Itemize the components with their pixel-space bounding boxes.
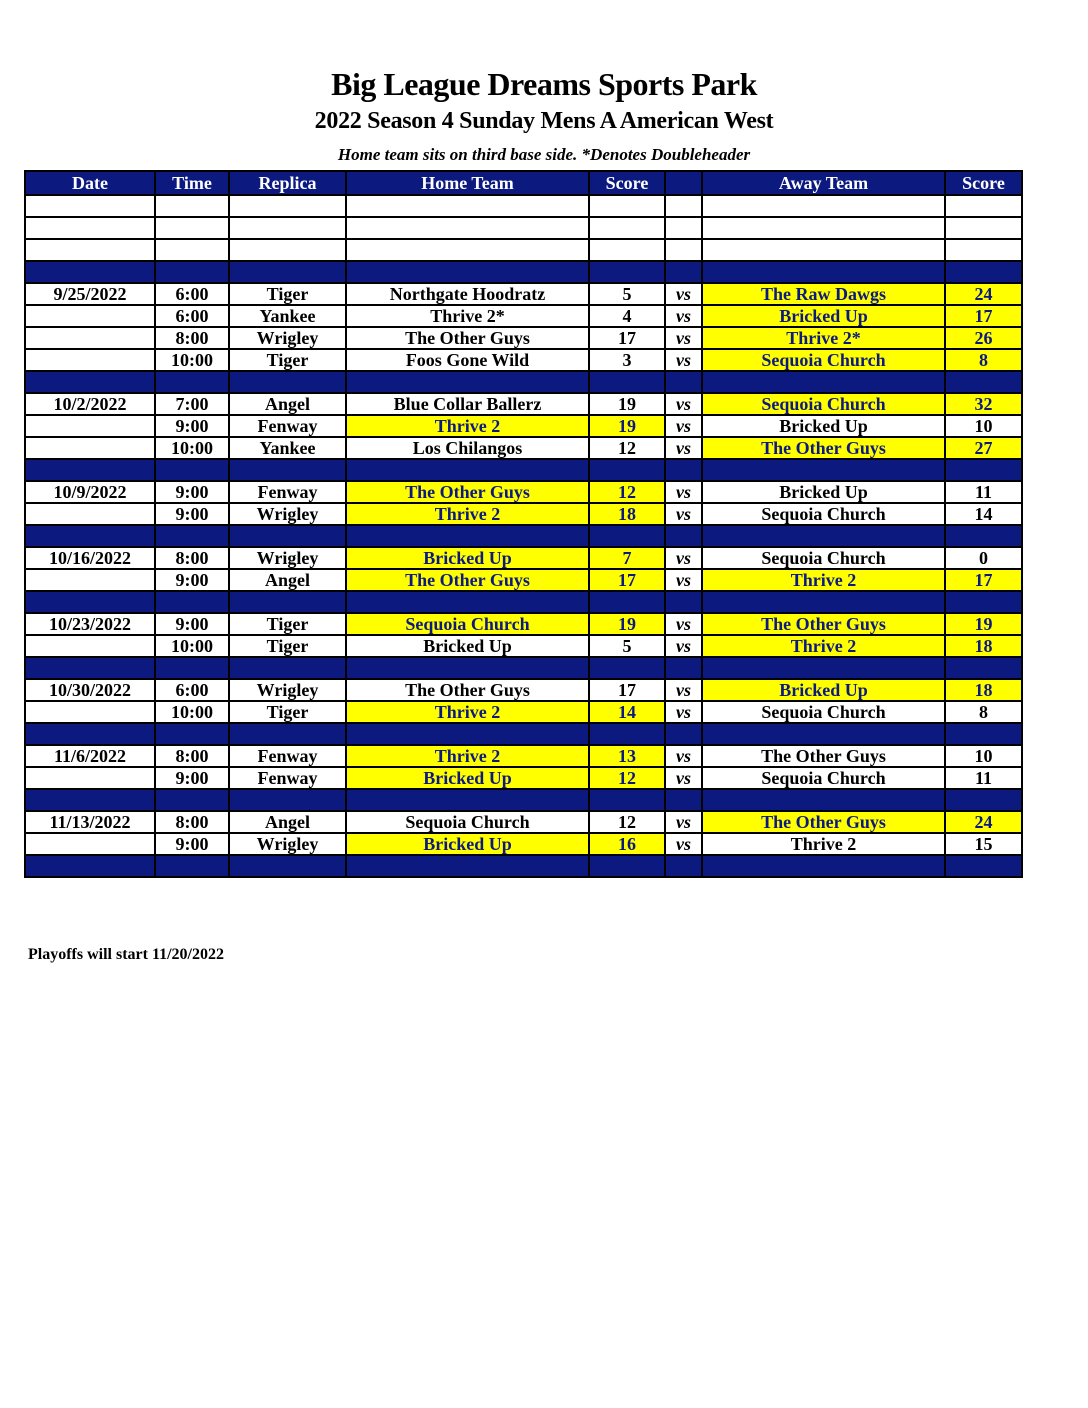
home-score-cell — [589, 591, 665, 613]
vs-cell — [665, 591, 702, 613]
table-row — [25, 833, 1022, 855]
home-score-cell — [589, 789, 665, 811]
col-header-vs — [665, 171, 702, 195]
time-cell: 9:00 — [155, 833, 229, 855]
date-cell: 11/13/2022 — [25, 811, 155, 833]
away-score-cell: 24 — [945, 811, 1022, 833]
replica-cell — [229, 261, 346, 283]
time-cell — [155, 591, 229, 613]
away-team-cell — [702, 789, 945, 811]
away-score-cell: 11 — [945, 481, 1022, 503]
away-score-cell — [945, 239, 1022, 261]
home-team-cell: Thrive 2 — [346, 701, 589, 723]
replica-cell: Angel — [229, 569, 346, 591]
date-cell — [25, 217, 155, 239]
vs-cell: vs — [665, 569, 702, 591]
vs-cell — [665, 855, 702, 877]
date-cell — [25, 591, 155, 613]
col-header-home-team: Home Team — [346, 171, 589, 195]
away-score-cell — [945, 217, 1022, 239]
vs-cell: vs — [665, 547, 702, 569]
away-team-cell: Sequoia Church — [702, 701, 945, 723]
home-score-cell: 12 — [589, 481, 665, 503]
away-score-cell — [945, 855, 1022, 877]
separator-row — [25, 261, 1022, 283]
away-score-cell — [945, 525, 1022, 547]
separator-row — [25, 371, 1022, 393]
away-score-cell: 15 — [945, 833, 1022, 855]
date-cell: 10/16/2022 — [25, 547, 155, 569]
date-cell — [25, 569, 155, 591]
replica-cell: Yankee — [229, 305, 346, 327]
away-team-cell: Bricked Up — [702, 481, 945, 503]
home-score-cell — [589, 261, 665, 283]
replica-cell — [229, 789, 346, 811]
away-score-cell — [945, 657, 1022, 679]
date-cell — [25, 503, 155, 525]
schedule-body — [25, 195, 1022, 877]
away-score-cell: 8 — [945, 701, 1022, 723]
away-score-cell — [945, 195, 1022, 217]
home-score-cell: 17 — [589, 569, 665, 591]
playoffs-note: Playoffs will start 11/20/2022 — [28, 946, 224, 963]
table-row — [25, 327, 1022, 349]
replica-cell: Wrigley — [229, 679, 346, 701]
table-row — [25, 569, 1022, 591]
away-team-cell — [702, 657, 945, 679]
vs-cell — [665, 657, 702, 679]
page-subtitle: 2022 Season 4 Sunday Mens A American West — [314, 108, 774, 134]
time-cell — [155, 459, 229, 481]
time-cell — [155, 261, 229, 283]
replica-cell: Fenway — [229, 767, 346, 789]
schedule-table — [24, 170, 1023, 878]
time-cell — [155, 195, 229, 217]
away-score-cell — [945, 591, 1022, 613]
home-score-cell: 5 — [589, 635, 665, 657]
time-cell: 8:00 — [155, 327, 229, 349]
time-cell: 9:00 — [155, 481, 229, 503]
away-score-cell — [945, 723, 1022, 745]
home-team-cell: Bricked Up — [346, 547, 589, 569]
table-row — [25, 701, 1022, 723]
away-team-cell: Sequoia Church — [702, 547, 945, 569]
home-team-cell: The Other Guys — [346, 569, 589, 591]
vs-cell: vs — [665, 833, 702, 855]
time-cell: 10:00 — [155, 349, 229, 371]
replica-cell: Tiger — [229, 283, 346, 305]
table-row — [25, 481, 1022, 503]
time-cell: 9:00 — [155, 569, 229, 591]
date-cell: 10/30/2022 — [25, 679, 155, 701]
time-cell: 10:00 — [155, 437, 229, 459]
replica-cell — [229, 657, 346, 679]
away-score-cell: 11 — [945, 767, 1022, 789]
date-cell — [25, 635, 155, 657]
home-score-cell: 19 — [589, 415, 665, 437]
replica-cell: Fenway — [229, 481, 346, 503]
col-header-away-team: Away Team — [702, 171, 945, 195]
home-score-cell: 18 — [589, 503, 665, 525]
vs-cell: vs — [665, 327, 702, 349]
home-team-cell — [346, 855, 589, 877]
replica-cell — [229, 217, 346, 239]
table-row — [25, 283, 1022, 305]
separator-row — [25, 855, 1022, 877]
away-score-cell: 10 — [945, 415, 1022, 437]
home-team-cell: Sequoia Church — [346, 811, 589, 833]
table-row — [25, 415, 1022, 437]
away-team-cell — [702, 525, 945, 547]
col-header-away-score: Score — [945, 171, 1022, 195]
table-row — [25, 745, 1022, 767]
home-score-cell — [589, 525, 665, 547]
replica-cell: Wrigley — [229, 503, 346, 525]
time-cell — [155, 525, 229, 547]
vs-cell: vs — [665, 415, 702, 437]
home-team-cell — [346, 195, 589, 217]
time-cell: 9:00 — [155, 613, 229, 635]
away-team-cell: Bricked Up — [702, 679, 945, 701]
away-score-cell: 18 — [945, 635, 1022, 657]
home-team-cell — [346, 723, 589, 745]
away-team-cell: Thrive 2 — [702, 833, 945, 855]
separator-row — [25, 657, 1022, 679]
table-row — [25, 503, 1022, 525]
away-score-cell: 32 — [945, 393, 1022, 415]
away-score-cell: 14 — [945, 503, 1022, 525]
replica-cell: Tiger — [229, 701, 346, 723]
time-cell: 6:00 — [155, 679, 229, 701]
away-team-cell: Thrive 2 — [702, 569, 945, 591]
home-team-cell: Thrive 2 — [346, 745, 589, 767]
date-cell — [25, 371, 155, 393]
home-team-cell: The Other Guys — [346, 679, 589, 701]
away-score-cell: 26 — [945, 327, 1022, 349]
table-row — [25, 635, 1022, 657]
vs-cell: vs — [665, 745, 702, 767]
away-score-cell: 24 — [945, 283, 1022, 305]
time-cell: 9:00 — [155, 415, 229, 437]
vs-cell — [665, 261, 702, 283]
time-cell: 9:00 — [155, 767, 229, 789]
vs-cell: vs — [665, 701, 702, 723]
replica-cell — [229, 525, 346, 547]
away-team-cell — [702, 855, 945, 877]
table-row — [25, 349, 1022, 371]
vs-cell — [665, 195, 702, 217]
time-cell — [155, 217, 229, 239]
time-cell — [155, 239, 229, 261]
away-team-cell: Thrive 2* — [702, 327, 945, 349]
date-cell — [25, 723, 155, 745]
date-cell — [25, 855, 155, 877]
table-row — [25, 305, 1022, 327]
date-cell — [25, 833, 155, 855]
date-cell — [25, 437, 155, 459]
away-score-cell: 10 — [945, 745, 1022, 767]
replica-cell — [229, 239, 346, 261]
time-cell: 9:00 — [155, 503, 229, 525]
home-score-cell: 4 — [589, 305, 665, 327]
date-cell — [25, 657, 155, 679]
home-score-cell: 16 — [589, 833, 665, 855]
home-team-cell: Northgate Hoodratz — [346, 283, 589, 305]
date-cell — [25, 525, 155, 547]
replica-cell: Wrigley — [229, 547, 346, 569]
vs-cell: vs — [665, 635, 702, 657]
away-team-cell — [702, 459, 945, 481]
home-score-cell — [589, 855, 665, 877]
home-team-cell — [346, 239, 589, 261]
home-team-cell: Thrive 2 — [346, 415, 589, 437]
vs-cell: vs — [665, 437, 702, 459]
col-header-replica: Replica — [229, 171, 346, 195]
home-team-cell — [346, 789, 589, 811]
home-score-cell: 14 — [589, 701, 665, 723]
separator-row — [25, 459, 1022, 481]
date-cell — [25, 305, 155, 327]
home-score-cell: 12 — [589, 811, 665, 833]
away-score-cell: 17 — [945, 305, 1022, 327]
home-team-cell: Bricked Up — [346, 833, 589, 855]
replica-cell: Wrigley — [229, 833, 346, 855]
col-header-home-score: Score — [589, 171, 665, 195]
table-header-row — [25, 171, 1022, 195]
home-team-cell: Thrive 2 — [346, 503, 589, 525]
date-cell — [25, 789, 155, 811]
replica-cell: Tiger — [229, 613, 346, 635]
home-score-cell — [589, 217, 665, 239]
replica-cell — [229, 591, 346, 613]
time-cell — [155, 657, 229, 679]
home-team-cell — [346, 371, 589, 393]
away-team-cell: Bricked Up — [702, 415, 945, 437]
away-score-cell: 19 — [945, 613, 1022, 635]
away-team-cell — [702, 239, 945, 261]
vs-cell: vs — [665, 811, 702, 833]
away-score-cell: 0 — [945, 547, 1022, 569]
table-row — [25, 767, 1022, 789]
away-team-cell — [702, 195, 945, 217]
time-cell — [155, 789, 229, 811]
vs-cell: vs — [665, 767, 702, 789]
vs-cell — [665, 217, 702, 239]
time-cell: 8:00 — [155, 811, 229, 833]
blank-row — [25, 195, 1022, 217]
away-team-cell: The Other Guys — [702, 613, 945, 635]
date-cell: 9/25/2022 — [25, 283, 155, 305]
date-cell — [25, 349, 155, 371]
date-cell — [25, 327, 155, 349]
home-team-cell: Bricked Up — [346, 635, 589, 657]
date-cell — [25, 767, 155, 789]
home-score-cell: 13 — [589, 745, 665, 767]
away-score-cell — [945, 459, 1022, 481]
table-row — [25, 437, 1022, 459]
home-team-cell: Blue Collar Ballerz — [346, 393, 589, 415]
replica-cell — [229, 459, 346, 481]
replica-cell: Tiger — [229, 349, 346, 371]
separator-row — [25, 789, 1022, 811]
replica-cell: Fenway — [229, 745, 346, 767]
vs-cell: vs — [665, 613, 702, 635]
away-team-cell: The Other Guys — [702, 745, 945, 767]
away-team-cell — [702, 217, 945, 239]
replica-cell — [229, 195, 346, 217]
away-team-cell: Sequoia Church — [702, 349, 945, 371]
table-row — [25, 547, 1022, 569]
date-cell — [25, 261, 155, 283]
replica-cell — [229, 371, 346, 393]
replica-cell — [229, 723, 346, 745]
home-score-cell — [589, 195, 665, 217]
away-team-cell: Bricked Up — [702, 305, 945, 327]
home-score-cell: 7 — [589, 547, 665, 569]
home-score-cell — [589, 459, 665, 481]
home-team-cell: Los Chilangos — [346, 437, 589, 459]
vs-cell: vs — [665, 503, 702, 525]
home-team-cell: Bricked Up — [346, 767, 589, 789]
home-score-cell: 12 — [589, 437, 665, 459]
replica-cell: Angel — [229, 811, 346, 833]
separator-row — [25, 591, 1022, 613]
home-team-cell: The Other Guys — [346, 327, 589, 349]
time-cell: 10:00 — [155, 701, 229, 723]
vs-cell — [665, 459, 702, 481]
date-cell: 10/9/2022 — [25, 481, 155, 503]
home-score-cell: 17 — [589, 327, 665, 349]
home-team-cell — [346, 459, 589, 481]
vs-cell — [665, 789, 702, 811]
replica-cell: Fenway — [229, 415, 346, 437]
replica-cell: Angel — [229, 393, 346, 415]
vs-cell — [665, 239, 702, 261]
time-cell — [155, 371, 229, 393]
home-score-cell: 17 — [589, 679, 665, 701]
blank-row — [25, 239, 1022, 261]
table-row — [25, 393, 1022, 415]
home-score-cell: 19 — [589, 613, 665, 635]
home-team-cell: The Other Guys — [346, 481, 589, 503]
home-team-cell — [346, 525, 589, 547]
page-title: Big League Dreams Sports Park — [331, 66, 757, 102]
away-team-cell: Sequoia Church — [702, 393, 945, 415]
separator-row — [25, 723, 1022, 745]
date-cell: 10/23/2022 — [25, 613, 155, 635]
time-cell — [155, 855, 229, 877]
replica-cell: Tiger — [229, 635, 346, 657]
time-cell: 8:00 — [155, 547, 229, 569]
time-cell: 6:00 — [155, 283, 229, 305]
date-cell — [25, 701, 155, 723]
vs-cell: vs — [665, 349, 702, 371]
home-team-cell — [346, 657, 589, 679]
date-cell: 11/6/2022 — [25, 745, 155, 767]
vs-cell: vs — [665, 481, 702, 503]
blank-row — [25, 217, 1022, 239]
away-team-cell: The Raw Dawgs — [702, 283, 945, 305]
home-team-cell: Thrive 2* — [346, 305, 589, 327]
away-score-cell — [945, 261, 1022, 283]
time-cell: 7:00 — [155, 393, 229, 415]
home-score-cell — [589, 657, 665, 679]
home-score-cell: 5 — [589, 283, 665, 305]
home-team-cell: Sequoia Church — [346, 613, 589, 635]
away-score-cell — [945, 789, 1022, 811]
time-cell — [155, 723, 229, 745]
vs-cell — [665, 371, 702, 393]
away-score-cell — [945, 371, 1022, 393]
separator-row — [25, 525, 1022, 547]
replica-cell: Wrigley — [229, 327, 346, 349]
date-cell: 10/2/2022 — [25, 393, 155, 415]
replica-cell: Yankee — [229, 437, 346, 459]
vs-cell: vs — [665, 305, 702, 327]
away-team-cell: Sequoia Church — [702, 767, 945, 789]
away-team-cell — [702, 371, 945, 393]
home-team-cell: Foos Gone Wild — [346, 349, 589, 371]
away-team-cell: Thrive 2 — [702, 635, 945, 657]
col-header-time: Time — [155, 171, 229, 195]
away-team-cell: Sequoia Church — [702, 503, 945, 525]
away-team-cell — [702, 723, 945, 745]
home-team-cell — [346, 261, 589, 283]
away-score-cell: 27 — [945, 437, 1022, 459]
replica-cell — [229, 855, 346, 877]
date-cell — [25, 239, 155, 261]
time-cell: 6:00 — [155, 305, 229, 327]
table-row — [25, 811, 1022, 833]
vs-cell: vs — [665, 679, 702, 701]
vs-cell: vs — [665, 283, 702, 305]
vs-cell — [665, 525, 702, 547]
away-team-cell — [702, 261, 945, 283]
away-score-cell: 8 — [945, 349, 1022, 371]
away-team-cell — [702, 591, 945, 613]
date-cell — [25, 459, 155, 481]
vs-cell — [665, 723, 702, 745]
table-row — [25, 613, 1022, 635]
home-score-cell — [589, 239, 665, 261]
home-team-cell — [346, 591, 589, 613]
date-cell — [25, 415, 155, 437]
away-team-cell: The Other Guys — [702, 437, 945, 459]
time-cell: 8:00 — [155, 745, 229, 767]
schedule-note: Home team sits on third base side. *Denotes Doubleheader — [337, 145, 751, 164]
away-team-cell: The Other Guys — [702, 811, 945, 833]
away-score-cell: 18 — [945, 679, 1022, 701]
home-score-cell: 12 — [589, 767, 665, 789]
home-score-cell — [589, 723, 665, 745]
table-row — [25, 679, 1022, 701]
home-score-cell: 3 — [589, 349, 665, 371]
vs-cell: vs — [665, 393, 702, 415]
date-cell — [25, 195, 155, 217]
away-score-cell: 17 — [945, 569, 1022, 591]
home-score-cell — [589, 371, 665, 393]
time-cell: 10:00 — [155, 635, 229, 657]
home-score-cell: 19 — [589, 393, 665, 415]
home-team-cell — [346, 217, 589, 239]
col-header-date: Date — [25, 171, 155, 195]
